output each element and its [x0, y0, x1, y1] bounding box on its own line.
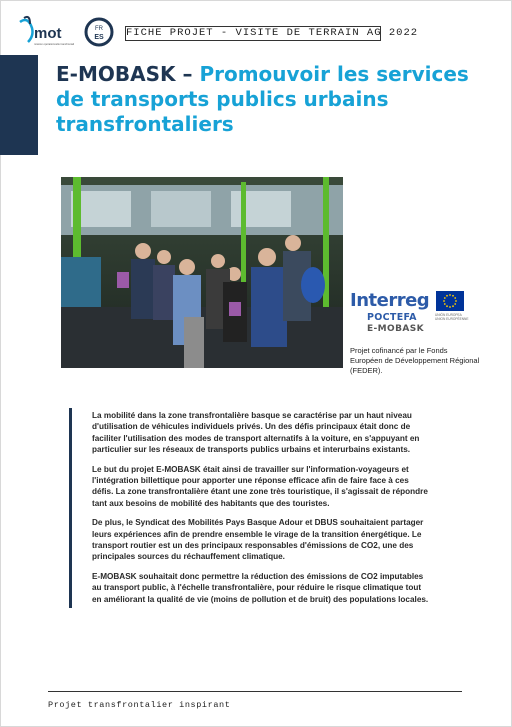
footer-text: Projet transfrontalier inspirant: [48, 700, 231, 710]
body-accent-rule: [69, 408, 72, 608]
mot-logo-tagline: mission opérationnelle transfrontalière: [34, 43, 74, 46]
footer-rule: [48, 691, 462, 692]
mot-logo-text: mot: [34, 25, 62, 42]
title-subtitle: Promouvoir les services de transports publics urbains transfrontaliers: [56, 62, 469, 136]
header-tag: FICHE PROJET - VISITE DE TERRAIN AG 2022: [126, 27, 419, 39]
fr-badge-text: FR: [95, 26, 103, 32]
interreg-poctefa-logo: [350, 290, 470, 345]
body-paragraph-4: E-MOBASK souhaitait donc permettre la réduction des émissions de CO2 imputables au transport public, à l'échelle transfrontalière, pour réduire le risque climatique tout en améliorant la qualité de vie (moins de pollution et de bruit) des populations locales.: [92, 571, 429, 604]
title-project-code: E-MOBASK: [56, 62, 176, 86]
eu-flag-icon: [436, 291, 464, 311]
body-paragraph-1: La mobilité dans la zone transfrontalière basque se caractérise par un haut niveau d'utilisation de véhicules individuels privés. Un des défis principaux était donc de faciliter l'utilisation des modes de transport alternatifs à la voiture, en s'appuyant en particulier sur les réseaux de transports publics urbains et interurbains existants.: [92, 411, 420, 455]
cofunding-note: Projet cofinancé par le Fonds Européen de Développement Régional (FEDER).: [350, 346, 480, 375]
fr-es-badge-logo: [84, 17, 114, 47]
body-text: [92, 410, 432, 613]
es-badge-text: ES: [94, 34, 104, 41]
page-title: [56, 62, 476, 137]
interreg-wordmark: Interreg: [350, 290, 430, 311]
mot-logo: [18, 14, 74, 50]
body-paragraph-2: Le but du projet E-MOBASK était ainsi de travailler sur l'information-voyageurs et l'intégration billettique pour apporter une réponse efficace afin de faire face à ces défis. La zone transfrontalière étant une zone très touristique, il s'agissait de répondre tant aux besoins de mobilité des habitants que des touristes.: [92, 464, 428, 508]
poctefa-label: POCTEFA: [367, 312, 417, 323]
title-dash: –: [175, 62, 200, 86]
title-accent-bar: [0, 55, 38, 155]
emobask-logo-label: E-MOBASK: [367, 324, 424, 334]
body-paragraph-3: De plus, le Syndicat des Mobilités Pays Basque Adour et DBUS souhaitaient partager leurs expériences afin de prendre ensemble le virage de la transition énergétique. Le transport routier est un des principaux responsables d'émissions de CO2, une des principales sources du réchauffement climatique.: [92, 518, 424, 562]
group-photo-bus: [61, 177, 343, 368]
eu-label: UNIÓN EUROPEA UNION EUROPÉENNE: [435, 313, 469, 321]
